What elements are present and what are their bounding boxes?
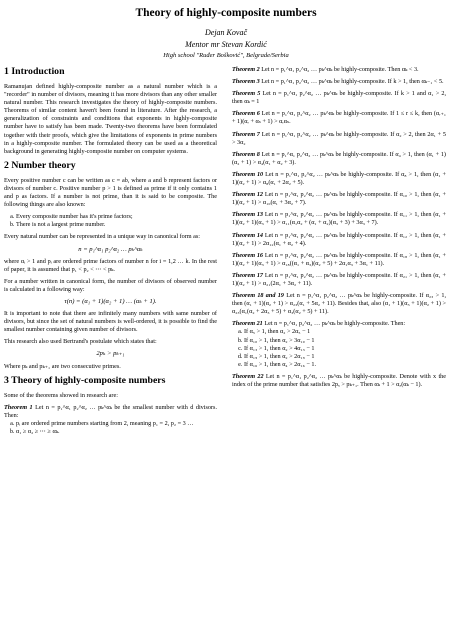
section-heading-number-theory: 2 Number theory	[4, 159, 76, 171]
theorem-label: Theorem 18 and 19	[232, 292, 284, 300]
theorem-text: Let n = p₁^α₁ p₂^α₂ … pₖ^αₖ be highly-composite. If k > 1 and α₁ > 2, then αₖ = 1	[232, 90, 446, 106]
list-item: b. α₁ ≥ α₂ ≥ ⋯ ≥ αₖ.	[16, 428, 217, 436]
well-ordered-paragraph: It is important to note that there are infinitely many numbers with same number of divisors, but since the set of natural numbers is well-ordered, it is possible to find the smallest number containing given number of divisors.	[4, 310, 217, 334]
known-facts-list	[4, 213, 217, 229]
list-item: a. Every composite number has it's prime factors;	[16, 213, 217, 221]
theorem-21	[232, 320, 446, 369]
theorem-text: Let n = p₁^α₁ p₂^α₂ … pₖ^αₖ be highly-composite. If k > 1, then αₖ₋₁ < 5.	[261, 78, 444, 86]
theorem-label: Theorem 17	[232, 271, 264, 279]
theorem-text: Let n = p₁^α₁ p₂^α₂ … pₖ^αₖ be highly-composite. Then αₖ < 3.	[261, 66, 419, 73]
theorem-label: Theorem 22	[232, 372, 264, 380]
theorem-text: Let n = p₁^α₁ p₂^α₂ … pₖ^αₖ be highly-composite. If α₁₀ > 1, then (α₁ + 1)(α₂ + 1) > α₁₀(α₁ + 3α₂ + 7).	[232, 191, 446, 207]
theorems-intro-paragraph: Some of the theorems showed in research are:	[4, 391, 118, 399]
theorem-text: Let n = p₁^α₁ p₂^α₂ … pₖ^αₖ be highly-composite. If α₂₃ > 1, then (α₁ + 1)(α₂ + 1) > α₂₃(α₁ + 5α₂ + 11). Besides that, also (α₁ + 1)(α₃ + 1)(α₂ + 1) > α₂₃(α₁(α₂ + 2α₃ + 5) + α₃(α₂ + 5) + 11).	[232, 292, 446, 316]
section-heading-introduction: 1 Introduction	[4, 66, 65, 77]
theorem-label: Theorem 14	[232, 231, 264, 239]
theorem-label: Theorem 1	[4, 403, 33, 411]
paper-title: Theory of highly-composite numbers	[135, 7, 317, 19]
theorem-label: Theorem 16	[232, 251, 264, 259]
theorem-22	[232, 373, 446, 389]
theorem-label: Theorem 12	[232, 191, 264, 199]
list-item: e. If α₁₆ > 1, then α₄ > 2α₁₆ − 1.	[244, 361, 446, 369]
theorem-14	[232, 232, 446, 248]
canonical-form-equation: n = p₁^α₁ p₂^α₂ … pₖ^αₖ	[78, 245, 143, 253]
theorem-12	[232, 191, 446, 207]
number-theory-paragraph: Every positive number c can be written as c = ab, where a and b represent factors or divisors of number c. Positive number p > 1 is defined as prime if it only contains 1 and p as factors. If a number is not prime, than it is said to be composite. The following things are also known:	[4, 176, 217, 209]
bertrand-paragraph: This research also used Bertrand's postulate which states that:	[4, 338, 157, 346]
theorem-text: Let n = p₁^α₁ p₂^α₂ … pₖ^αₖ be highly-composite. If α₁₁ > 1, then (α₁ + 1)(α₂ + 1)(α₃ + 1) > α₁₁(α₁α₂ + (α₁ + α₂)(α₃ + 3) + 3α₃ + 7).	[232, 211, 446, 227]
theorem-5	[232, 90, 446, 106]
theorem-10	[232, 171, 446, 187]
canonical-form-paragraph: Every natural number can be represented in a unique way in canonical form as:	[4, 233, 201, 241]
theorem-text: Let n = p₁^α₁ p₂^α₂ … pₖ^αₖ be highly-composite. If α₂ > 2, then 2α₁ + 5 > 3α₂	[232, 130, 447, 146]
author-name: Dejan Kovač	[205, 28, 247, 37]
theorem-text: Let n = p₁^α₁ p₂^α₂ … pₖ^αₖ be highly-composite. Then:	[264, 320, 406, 328]
theorem-7	[232, 131, 446, 147]
theorem-label: Theorem 10	[232, 170, 264, 178]
theorem-label: Theorem 8	[232, 150, 260, 158]
theorem-label: Theorem 5	[232, 90, 261, 98]
theorem-3	[232, 78, 446, 86]
theorem-8	[232, 151, 446, 167]
theorem-label: Theorem 7	[232, 130, 260, 138]
list-item: d. If α₁₉ > 1, then α₂ > 2α₁₉ − 1	[244, 353, 446, 361]
theorem-text: Let n = p₁^α₁ p₂^α₂ … pₖ^αₖ be highly-composite. If α₁₈ > 1, then (α₁ + 1)(α₂ + 1)(α₃ + 1) > α₁₈((α₁ + α₃)(α₂ + 5) + 2α₁α₃ + 3α₁ + 11).	[232, 251, 446, 267]
intro-paragraph: Ramanujan defined highly-composite number as a natural number which is a "recorder" in number of divisors, meaning it has more divisors than any other smaller natural number. This research investigates the theory of highly-composite numbers. Theorems of similar content haven't been found in literature. After the research, a generalization of constraints and conditions that exponents in highly-composite number have to satisfy has been made. Twenty-two theorems have been formulated together with their proofs, which give the limitations of exponents in prime numbers in a highly-composite number. The formulated theory can be used as a theoretical background in generating highly-composite number on computer systems.	[4, 83, 217, 155]
theorem-6	[232, 110, 446, 126]
list-item: b. There is not a largest prime number.	[16, 221, 217, 229]
theorem-text: Let n = p₁^α₁ p₂^α₂ … pₖ^αₖ be highly-composite. If 1 ≤ r ≤ k, then (αᵣ₊₁ + 1)(αᵣ + αₛ + 1) > αᵣαₛ.	[232, 110, 447, 126]
left-column	[4, 66, 217, 440]
theorem-label: Theorem 2	[232, 66, 260, 73]
theorem-text: Let n = p₁^α₁ p₂^α₂ … pₖ^αₖ be highly-composite. If α₂₁ > 1, then (α₁ + 1)(α₂ + 1) > α₂₁(2α₁ + 3α₂ + 11).	[232, 271, 446, 287]
consecutive-primes-paragraph: Where pₖ and pₖ₊₁ are two consecutive primes.	[4, 362, 121, 370]
mentor-line: Mentor mr Stevan Kordić	[185, 40, 267, 49]
theorem-text: Let n = p₁^α₁ p₂^α₂ … pₖ^αₖ be highly-composite. If α₄ > 1, then (α₁ + 1)(α₂ + 1) > α₄(α₁ + α₂ + 3).	[232, 150, 446, 166]
theorem-1	[4, 404, 217, 436]
theorem-text: Let n = p₁^α₁ p₂^α₂ … pₖ^αₖ be highly-composite. If α₈ > 1, then (α₁ + 1)(α₂ + 1) > α₈(α₁ + 2α₂ + 5).	[232, 170, 447, 187]
theorem-label: Theorem 13	[232, 211, 264, 219]
divisor-count-equation: τ(n) = (α₁ + 1)(α₂ + 1) … (αₖ + 1).	[64, 297, 157, 305]
school-line: High school "Ruđer Bošković", Belgrade/Serbia	[163, 52, 289, 59]
theorem-label: Theorem 6	[232, 110, 260, 118]
theorem-21-list	[232, 328, 446, 368]
theorem-17	[232, 272, 446, 288]
theorem-text: Let n = p₁^α₁ p₂^α₂ … pₖ^αₖ be the smallest number with d divisors. Then:	[4, 403, 217, 419]
list-item: a. If α₅ > 1, then α₂ > 2α₅ − 1	[244, 328, 446, 336]
theorem-13	[232, 211, 446, 227]
list-item: c. If α₁₃ > 1, then α₂ > 4α₁₃ − 1	[244, 345, 446, 353]
theorem-label: Theorem 21	[232, 320, 263, 328]
divisor-count-paragraph: For a number written in canonical form, the number of divisors of observed number is calculated in a following way:	[4, 277, 217, 293]
right-column	[232, 66, 446, 393]
theorem-16	[232, 252, 446, 268]
theorem-text: Let n = p₁^α₁ p₂^α₂ … pₖ^αₖ be highly-composite. Denote with x the index of the prime number that satisfies 2pₓ > pₖ₊₁. Then αₖ + 1 > αₓ(αₖ − 1).	[232, 372, 447, 388]
theorem-18-19	[232, 292, 446, 316]
section-heading-theory: 3 Theory of highly-composite numbers	[4, 374, 166, 386]
theorem-text: Let n = p₁^α₁ p₂^α₂ … pₖ^αₖ be highly-composite. If α₁₂ > 1, then (α₁ + 1)(α₂ + 1) > 2α₁₂(α₁ + α₂ + 4).	[232, 231, 446, 247]
list-item: b. If α₁₀ > 1, then α₂ > 3α₁₀ − 1	[244, 337, 446, 345]
theorem-2	[232, 66, 446, 74]
list-item: a. pᵢ are ordered prime numbers starting from 2, meaning p₁ = 2, p₂ = 3 …	[16, 420, 217, 428]
prime-ordering-paragraph: where αᵢ > 1 and pᵢ are ordered prime factors of number n for i = 1,2 … k. In the rest of paper, it is assumed that p₁ < p₂ < ⋯ < pₖ.	[4, 257, 217, 273]
theorem-1-list	[4, 420, 217, 436]
theorem-label: Theorem 3	[232, 78, 260, 86]
bertrand-equation: 2pₖ > pₖ₊₁	[96, 350, 125, 358]
